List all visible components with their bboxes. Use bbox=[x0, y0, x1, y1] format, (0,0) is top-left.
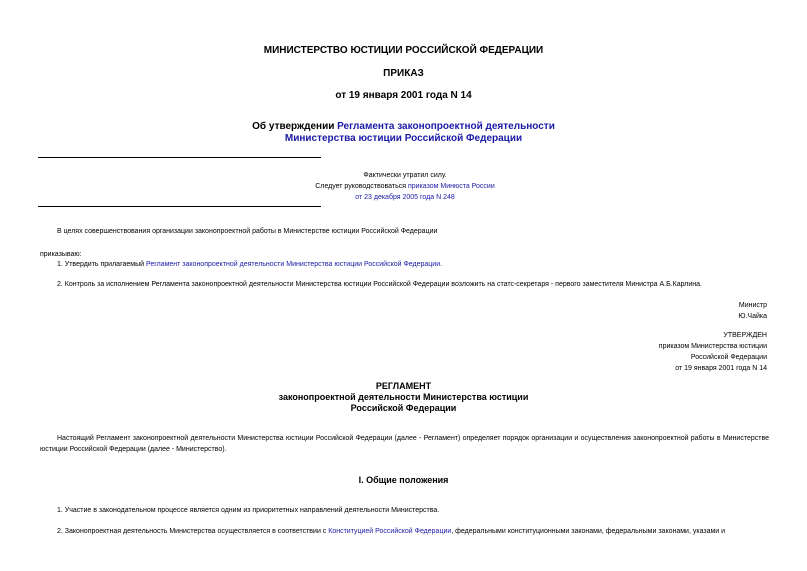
section-1-heading: I. Общие положения bbox=[358, 475, 449, 485]
order-date-number: от 19 января 2001 года N 14 bbox=[335, 90, 472, 101]
approval-line2: приказом Министерства юстиции bbox=[658, 343, 767, 350]
regulation-link[interactable]: Регламент законопроектной деятельности Министерства юстиции Российской Федерации bbox=[145, 261, 441, 268]
regulation-heading-line3: Российской Федерации bbox=[350, 403, 457, 413]
regulation-p1: 1. Участие в законодательном процессе является одним из приоритетных направлений деятельности Министерства. bbox=[57, 507, 440, 514]
preamble: В целях совершенствования организации законопроектной работы в Министерстве юстиции Российской Федерации bbox=[57, 228, 438, 235]
regulation-p2 bbox=[57, 526, 769, 537]
divider-top bbox=[38, 157, 321, 158]
signature-name: Ю.Чайка bbox=[738, 313, 767, 320]
replacement-order-link[interactable]: приказом Минюста России bbox=[407, 183, 495, 190]
regulation-heading-line2: законопроектной деятельности Министерства юстиции bbox=[278, 392, 529, 402]
signature-position: Министр bbox=[738, 302, 767, 309]
regulation-intro: Настоящий Регламент законопроектной деятельности Министерства юстиции Российской Федерации (далее - Регламент) определяет порядок организации и осуществления законопроектной работы в Министерстве юстиции Российской Федерации (далее - Министерство). bbox=[40, 435, 769, 453]
approval-line4: от 19 января 2001 года N 14 bbox=[675, 365, 767, 372]
regulation-p2-text: 2. Законопроектная деятельность Министерства осуществляется в соответствии с bbox=[57, 528, 329, 535]
regulation-heading bbox=[0, 381, 807, 414]
divider-bottom bbox=[38, 206, 321, 207]
regulation-title-link[interactable]: Регламента законопроектной деятельности bbox=[337, 121, 555, 132]
approval-line1: УТВЕРЖДЕН bbox=[723, 332, 767, 339]
item-1-end: . bbox=[440, 261, 443, 268]
constitution-link[interactable]: Конституцией Российской Федерации bbox=[328, 528, 452, 535]
doc-type-heading: ПРИКАЗ bbox=[383, 68, 424, 79]
status-note bbox=[250, 170, 560, 203]
order-title bbox=[0, 121, 807, 145]
item-1 bbox=[57, 259, 442, 270]
replacement-order-date-link[interactable]: от 23 декабря 2005 года N 248 bbox=[355, 194, 455, 201]
status-note-line1: Фактически утратил силу. bbox=[363, 172, 447, 179]
item-2: 2. Контроль за исполнением Регламента законопроектной деятельности Министерства юстиции Российской Федерации возложить на статс-секретаря - первого заместителя Министра А.Б.Карлина. bbox=[57, 281, 702, 288]
order-word: приказываю: bbox=[40, 251, 82, 258]
status-note-line2 bbox=[250, 181, 560, 192]
regulation-title-link-line2[interactable]: Министерства юстиции Российской Федерации bbox=[284, 133, 523, 144]
ministry-heading: МИНИСТЕРСТВО ЮСТИЦИИ РОССИЙСКОЙ ФЕДЕРАЦИИ bbox=[263, 45, 544, 56]
regulation-p2-end: , федеральными конституционными законами, федеральными законами, указами и bbox=[451, 528, 726, 535]
approval-line3: Российской Федерации bbox=[690, 354, 767, 361]
signature-block bbox=[738, 300, 767, 322]
order-title-prefix: Об утверждении bbox=[252, 121, 338, 132]
approval-block bbox=[659, 330, 767, 374]
regulation-heading-line1: РЕГЛАМЕНТ bbox=[375, 381, 432, 391]
item-1-text: 1. Утвердить прилагаемый bbox=[57, 261, 146, 268]
status-note-line2-text: Следует руководствоваться bbox=[315, 183, 408, 190]
